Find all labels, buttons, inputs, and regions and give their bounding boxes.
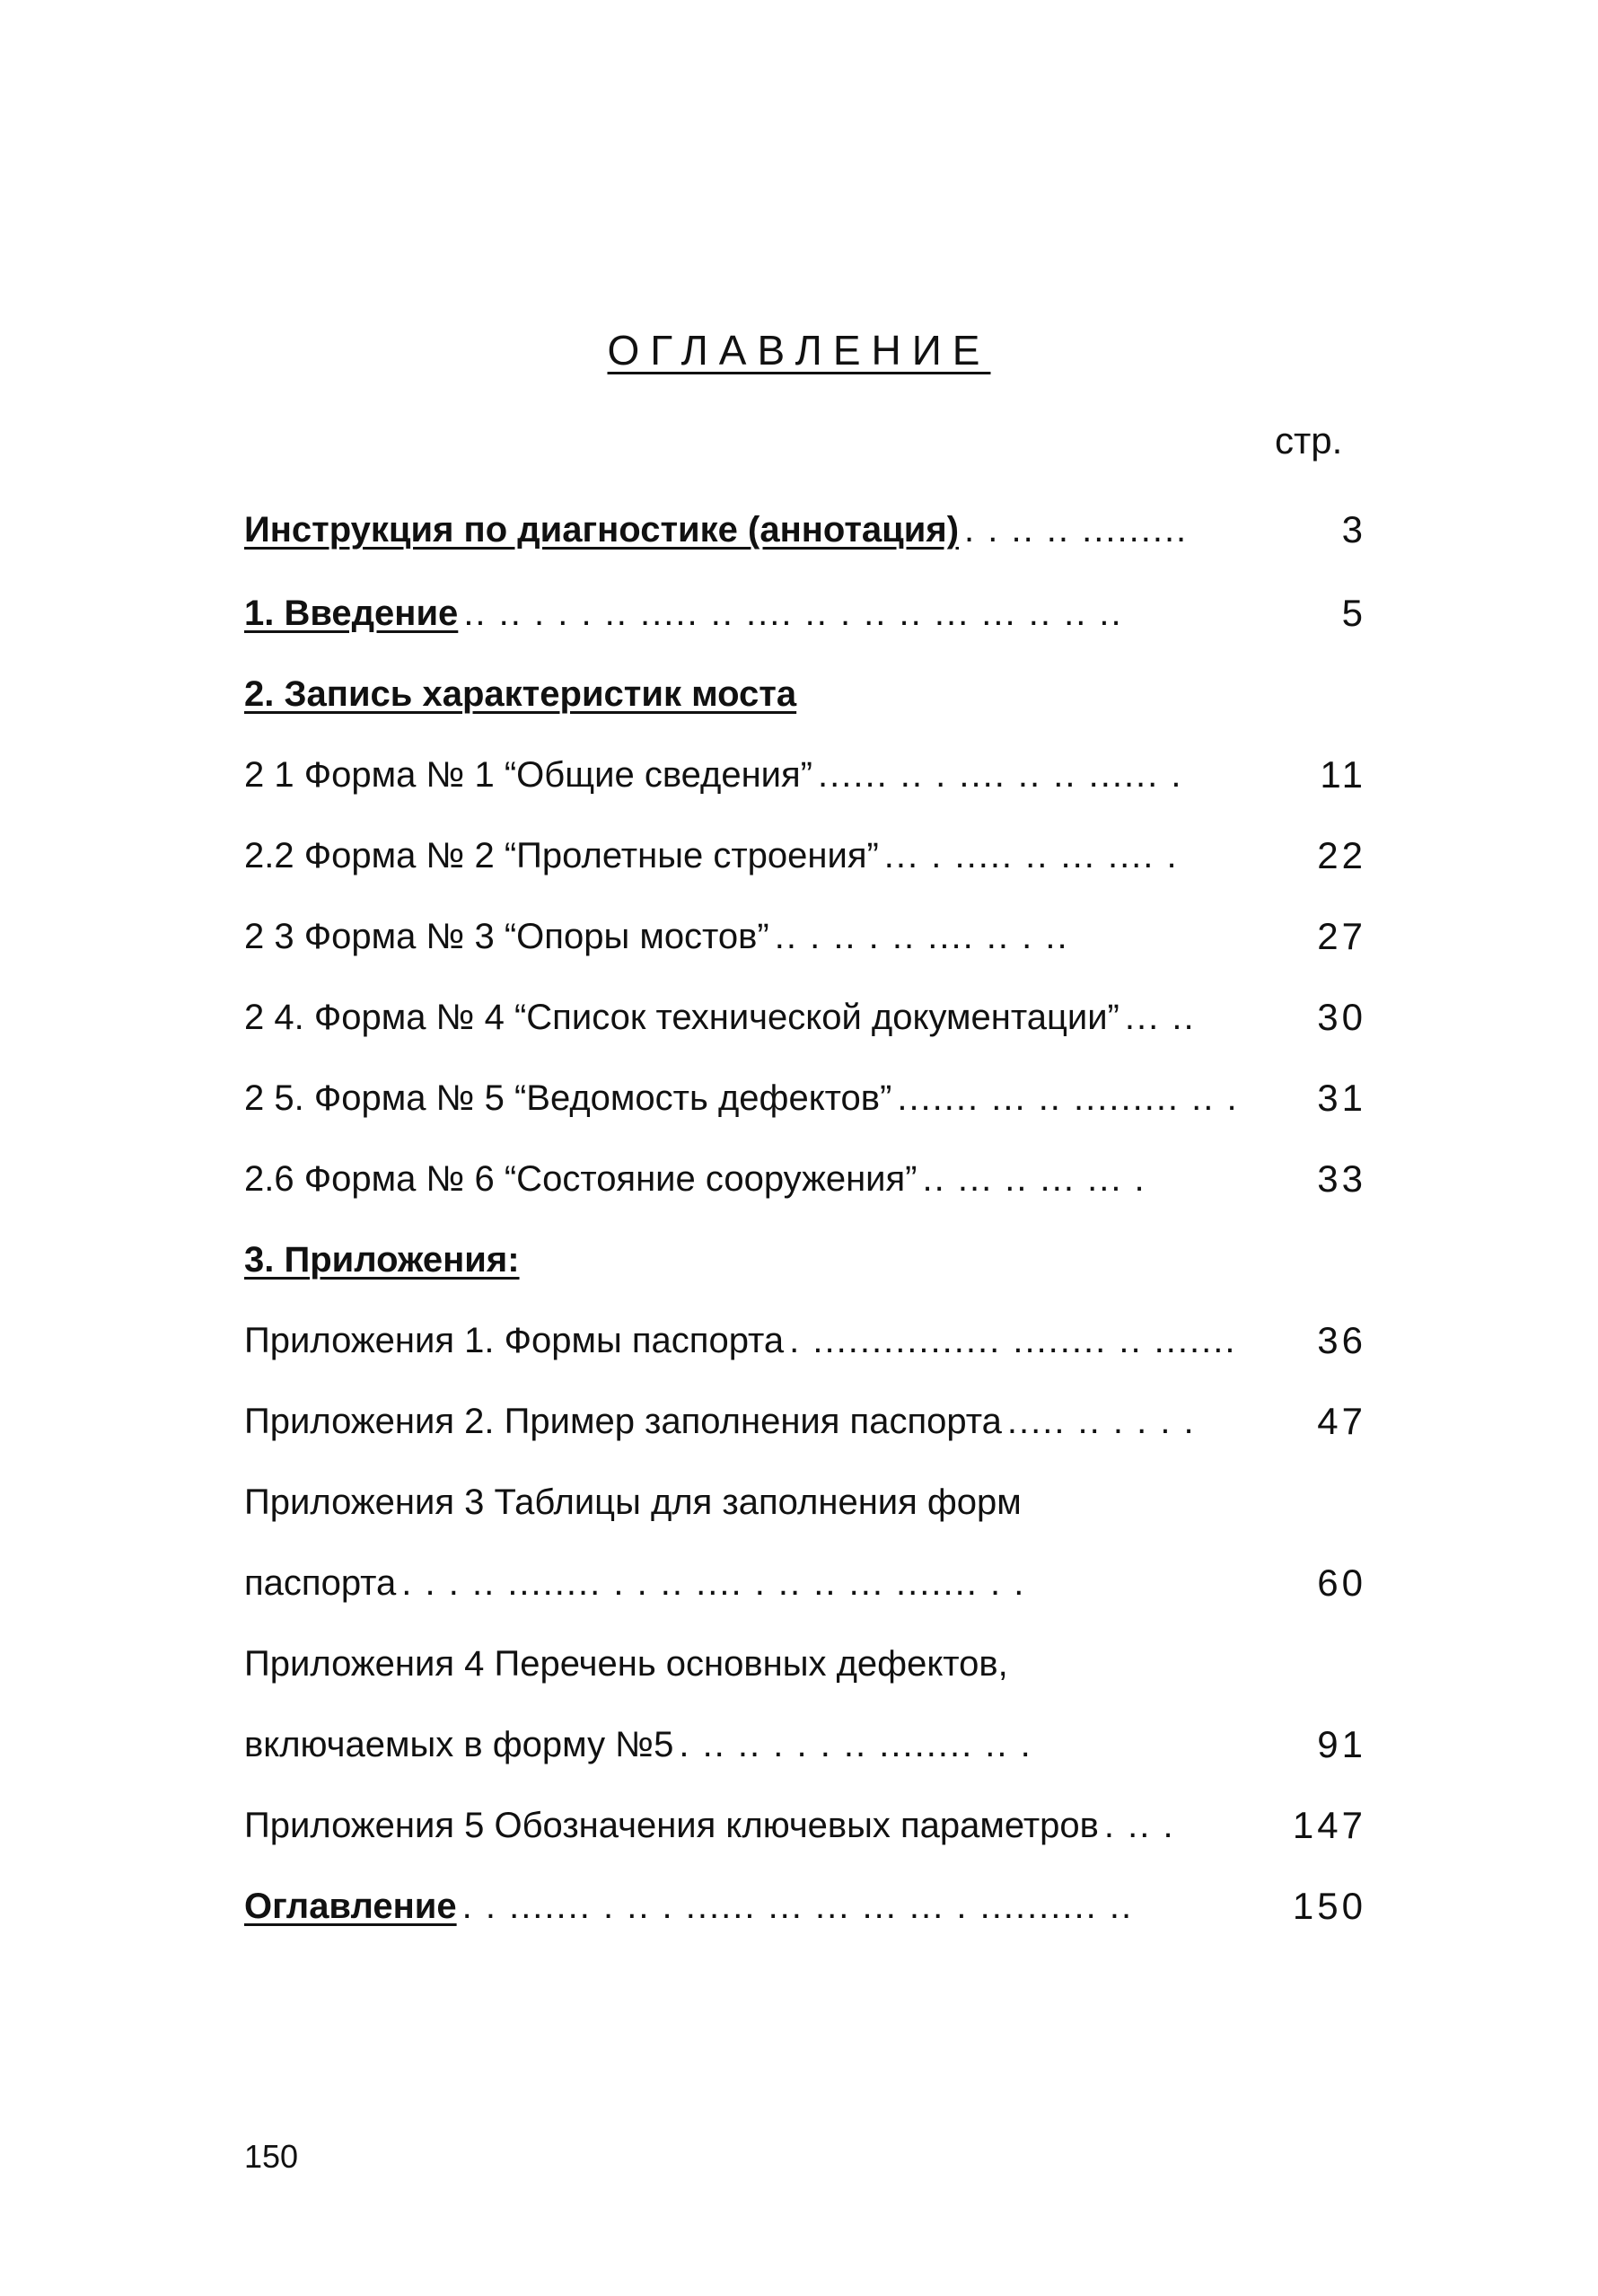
toc-entry-leader: .. .. . . . .. ..... .. .... .. . .. .. ... ... .. .. .. [463, 594, 1123, 633]
toc-entry-page: 27 [1317, 915, 1366, 957]
toc-entry [244, 1076, 1366, 1121]
toc-entry-title: включаемых в форму №5 [244, 1725, 674, 1764]
toc-entry-title: 2 3 Форма № 3 “Опоры мостов” [244, 917, 769, 956]
toc-entry-leader: . . .. .. ......... [964, 510, 1189, 550]
toc-entry-leader: ... .. [1124, 998, 1196, 1037]
toc-entry-leader: ..... .. . . . . [1006, 1402, 1196, 1441]
toc-entry-page: 31 [1317, 1077, 1366, 1119]
toc-entry-page: 91 [1317, 1723, 1366, 1765]
footer-page-number: 150 [244, 2138, 299, 2175]
toc-entry-title: Оглавление [244, 1887, 457, 1926]
toc-entry-leader: . . . .. ........ . . .. .... . .. .. ... ....... . . [401, 1563, 1026, 1603]
toc-entry-page: 30 [1317, 996, 1366, 1038]
toc-entry-page: 150 [1292, 1885, 1366, 1927]
toc-entry-leader: . .. .. . . . .. ........ .. . [679, 1725, 1032, 1764]
toc-entry-page: 36 [1317, 1319, 1366, 1361]
toc-entry-leader: .. . .. . .. .... .. . .. [774, 917, 1069, 956]
toc-entry-page: 60 [1317, 1561, 1366, 1604]
toc-entry [244, 1157, 1366, 1201]
toc-entry [244, 1722, 1366, 1767]
toc-entry-title: 3. Приложения: [244, 1240, 520, 1280]
toc-entry-leader: .. ... .. ... ... . [922, 1159, 1146, 1199]
toc-entry-leader: . . ....... . .. . ...... ... ... ... ... . .......... .. [461, 1887, 1134, 1926]
toc-entry [244, 1399, 1366, 1444]
toc-entry-leader: ...... .. . .... .. .. ...... . [818, 755, 1183, 795]
toc-entry-page: 22 [1317, 834, 1366, 876]
toc-entry [244, 752, 1366, 797]
toc-entry [244, 1641, 1366, 1686]
toc-entry [244, 1318, 1366, 1363]
toc-entry-title: Приложения 3 Таблицы для заполнения форм [244, 1482, 1022, 1522]
toc-entry-title: 2.2 Форма № 2 “Пролетные строения” [244, 836, 879, 875]
toc-entry [244, 1561, 1366, 1605]
toc-entry [244, 1884, 1366, 1929]
toc-entry-title: 2. Запись характеристик моста [244, 674, 797, 714]
toc-entry-page: 47 [1317, 1400, 1366, 1442]
toc-entry [244, 1803, 1366, 1848]
toc-entry [244, 1480, 1366, 1525]
toc-entry [244, 507, 1366, 552]
toc-entry-page: 5 [1341, 592, 1366, 634]
toc-entry-title: паспорта [244, 1563, 397, 1603]
toc-entry [244, 914, 1366, 959]
toc-entry-leader: . ................ ........ .. ....... [789, 1321, 1237, 1360]
toc-entry-title: Приложения 1. Формы паспорта [244, 1321, 785, 1360]
toc-entry-title: Приложения 2. Пример заполнения паспорта [244, 1402, 1002, 1441]
toc-entry [244, 591, 1366, 636]
toc-entry-title: Приложения 4 Перечень основных дефектов, [244, 1644, 1008, 1684]
toc-entry [244, 995, 1366, 1040]
toc-entry-page: 33 [1317, 1157, 1366, 1200]
toc-entry-title: Приложения 5 Обозначения ключевых параметров [244, 1806, 1099, 1845]
toc-entry-title: Инструкция по диагностике (аннотация) [244, 510, 960, 550]
toc-entry-page: 11 [1320, 753, 1366, 796]
toc-title: ОГЛАВЛЕНИЕ [607, 327, 991, 374]
toc-entry-page: 147 [1292, 1804, 1366, 1846]
page-column-label: стр. [1275, 419, 1343, 462]
toc-entry [244, 1237, 1366, 1282]
toc-entry [244, 833, 1366, 878]
toc-entry-title: 2.6 Форма № 6 “Состояние сооружения” [244, 1159, 918, 1199]
toc-entry-leader: . .. . [1103, 1806, 1175, 1845]
toc-entry-leader: ....... ... .. ......... .. . [897, 1078, 1239, 1118]
toc-entry-page: 3 [1341, 508, 1366, 550]
toc-entry-title: 2 4. Форма № 4 “Список технической документации” [244, 998, 1119, 1037]
toc-entry-title: 2 1 Форма № 1 “Общие сведения” [244, 755, 812, 795]
toc-entry-leader: ... . ..... .. ... .... . [883, 836, 1179, 875]
toc-entry-title: 2 5. Форма № 5 “Ведомость дефектов” [244, 1078, 892, 1118]
toc-entry-title: 1. Введение [244, 594, 459, 633]
toc-entry [244, 672, 1366, 717]
